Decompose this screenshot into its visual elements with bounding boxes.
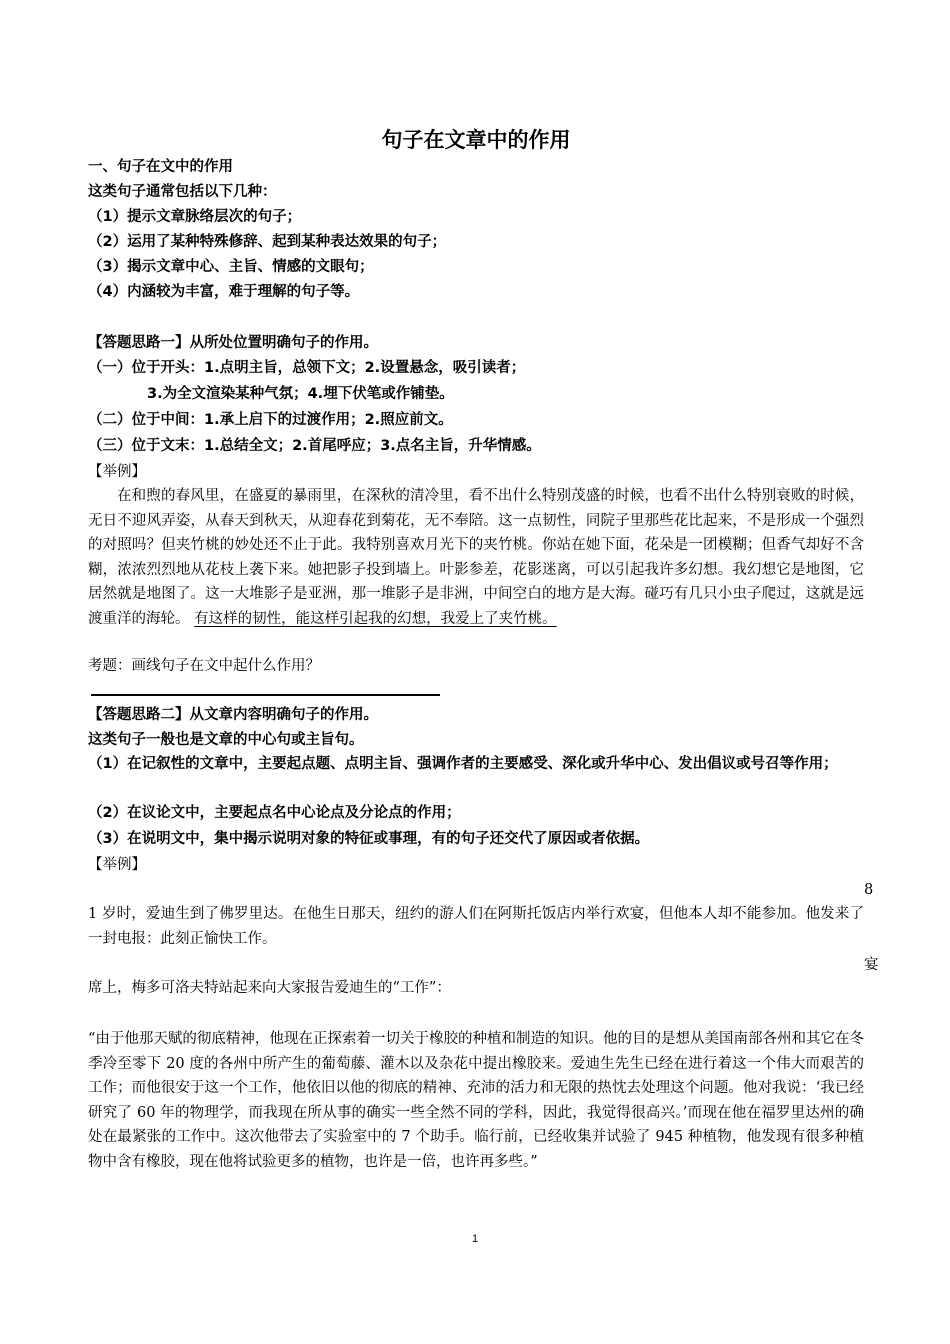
right-fragment-8: 8 <box>864 882 874 898</box>
example-label: 【举例】 <box>88 464 146 480</box>
approach2-item: （3）在说明文中，集中揭示说明对象的特征或事理，有的句子还交代了原因或者依据。 <box>88 831 650 847</box>
divider-line <box>91 694 440 696</box>
page-title: 句子在文章中的作用 <box>381 128 571 152</box>
approach1-line: （一）位于开头：1.点明主旨，总领下文；2.设置悬念，吸引读者； <box>88 360 526 376</box>
section1-item: （1）提示文章脉络层次的句子； <box>88 209 302 225</box>
edison-paragraph-1: 1 岁时，爱迪生到了佛罗里达。在他生日那天，纽约的游人们在阿斯托饭店内举行欢宴，但他本人却不能参加。他发来了一封电报：此刻正愉快工作。 <box>88 906 864 947</box>
edison-paragraph-2: 席上，梅多可洛夫特站起来向大家报告爱迪生的“工作”： <box>88 980 451 996</box>
approach2-heading: 【答题思路二】从文章内容明确句子的作用。 <box>88 707 378 723</box>
edison-quote-paragraph: “由于他那天赋的彻底精神，他现在正探索着一切关于橡胶的种植和制造的知识。他的目的是想从美国南部各州和其它在冬季冷至零下 20 度的各州中所产生的葡萄藤、灌木以及杂花中提出橡胶来。爱迪生先生已经在进行着这一个伟大而艰苦的工作；而他很安于这一个工作，他依旧以他的彻底的精神、充沛的活力和无限的热忱去处理这个问题。他对我说：‘我已经研究了 60 年的物理学，而我现在所从事的确实一些全然不同的学科，因此，我觉得很高兴。’而现在他在福罗里达州的确处在最紧张的工作中。这次他带去了实验室中的 7 个助手。临行前，已经收集并试验了 945 种植物，他发现有很多种植物中含有橡胶，现在他将试验更多的植物，也许是一倍，也许再多些。” <box>88 1031 864 1170</box>
approach2-item: （1）在记叙性的文章中，主要起点题、点明主旨、强调作者的主要感受、深化或升华中心、发出倡议或号召等作用； <box>88 756 838 772</box>
approach1-line: （二）位于中间：1.承上启下的过渡作用；2.照应前文。 <box>88 412 453 428</box>
approach2-item: （2）在议论文中，主要起点名中心论点及分论点的作用； <box>88 805 461 821</box>
section1-item: （2）运用了某种特殊修辞、起到某种表达效果的句子； <box>88 234 447 250</box>
approach2-intro: 这类句子一般也是文章的中心句或主旨句。 <box>88 732 364 748</box>
section1-item: （4）内涵较为丰富，难于理解的句子等。 <box>88 284 360 300</box>
approach1-heading: 【答题思路一】从所处位置明确句子的作用。 <box>88 335 378 351</box>
section1-intro: 这类句子通常包括以下几种： <box>88 184 277 200</box>
question-text: 考题：画线句子在文中起什么作用？ <box>88 658 320 674</box>
right-fragment-banquet: 宴 <box>864 957 879 973</box>
example-passage <box>88 484 864 631</box>
underlined-sentence: 有这样的韧性，能这样引起我的幻想，我爱上了夹竹桃。 <box>194 610 557 627</box>
page-number: 1 <box>471 1233 479 1245</box>
section1-heading: 一、句子在文中的作用 <box>88 159 233 175</box>
section1-item: （3）揭示文章中心、主旨、情感的文眼句； <box>88 259 374 275</box>
approach1-line: （三）位于文末：1.总结全文；2.首尾呼应；3.点名主旨，升华情感。 <box>88 438 541 454</box>
example-text: 在和煦的春风里，在盛夏的暴雨里，在深秋的清冷里，看不出什么特别茂盛的时候，也看不出什么特别衰败的时候，无日不迎风弄姿，从春天到秋天，从迎春花到菊花，无不奉陪。这一点韧性，同院子里那些花比起来，不是形成一个强烈的对照吗？但夹竹桃的妙处还不止于此。我特别喜欢月光下的夹竹桃。你站在她下面，花朵是一团模糊；但香气却好不含糊，浓浓烈烈地从花枝上袭下来。她把影子投到墙上。叶影参差，花影迷离，可以引起我许多幻想。我幻想它是地图，它居然就是地图了。这一大堆影子是亚洲，那一堆影子是非洲，中间空白的地方是大海。碰巧有几只小虫子爬过，这就是远渡重洋的海轮。 <box>88 488 864 627</box>
example-label-2: 【举例】 <box>88 857 146 873</box>
approach1-line: 3.为全文渲染某种气氛；4.埋下伏笔或作铺垫。 <box>147 386 454 402</box>
